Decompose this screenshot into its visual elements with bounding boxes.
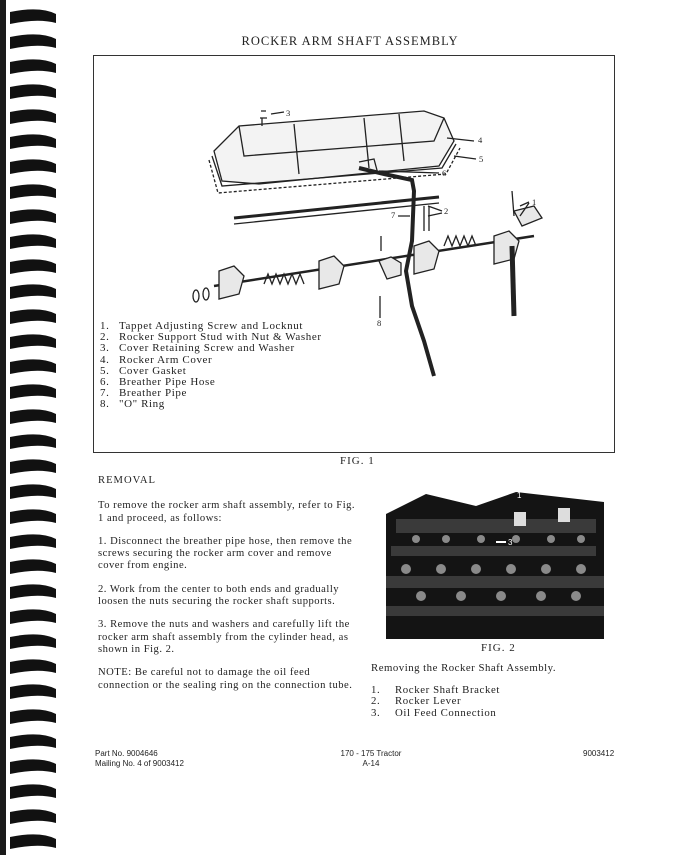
binding-ring — [10, 734, 56, 749]
figure-2-description: Removing the Rocker Shaft Assembly. — [371, 662, 557, 674]
binding-ring — [10, 134, 56, 149]
footer-model-info — [326, 749, 416, 769]
binding-ring — [10, 534, 56, 549]
fig1-callout-5: 5 — [479, 154, 484, 164]
binding-ring — [10, 184, 56, 199]
fig1-callout-7: 7 — [391, 210, 396, 220]
step-2: 2. Work from the center to both ends and gradually loosen the nuts securing the rocker shaft supports. — [98, 583, 340, 608]
step-3: 3. Remove the nuts and washers and carefully lift the rocker arm shaft assembly from the cylinder head, as shown in Fig. 2. — [98, 619, 350, 655]
section-heading: REMOVAL — [98, 475, 157, 486]
page-title: ROCKER ARM SHAFT ASSEMBLY — [241, 34, 459, 48]
fig2-callout-1: 1 — [517, 491, 522, 500]
fig2-callout-3: 3 — [508, 538, 513, 547]
fig1-callout-3: 3 — [286, 108, 291, 118]
legend-item: 6. Breather Pipe Hose — [100, 376, 216, 389]
binding-ring — [10, 309, 56, 324]
legend-item: 7. Breather Pipe — [100, 387, 187, 400]
legend-item: 4. Rocker Arm Cover — [100, 353, 213, 366]
fig1-callout-2: 2 — [444, 206, 449, 216]
fig1-callout-1: 1 — [532, 197, 537, 207]
note: NOTE: Be careful not to damage the oil feed connection or the sealing ring on the connection tube. — [98, 667, 353, 691]
binding-ring — [10, 234, 56, 249]
legend-item: 5. Cover Gasket — [100, 364, 187, 377]
binding-ring — [10, 559, 56, 574]
binding-ring — [10, 209, 56, 224]
footer-doc-number: 9003412 — [583, 749, 615, 758]
intro-paragraph: To remove the rocker arm shaft assembly, refer to Fig. 1 and proceed, as follows: — [98, 500, 356, 524]
fig1-callout-8: 8 — [377, 318, 382, 328]
mailing-number: Mailing No. 4 of 9003412 — [95, 759, 184, 768]
legend-item: 2. Rocker Lever — [371, 695, 462, 708]
figure-1-frame — [93, 55, 615, 453]
binding-ring — [10, 409, 56, 424]
binding-edge — [0, 0, 6, 855]
figure-1-legend — [100, 321, 322, 411]
legend-item: 8. "O" Ring — [100, 398, 165, 411]
binding-ring — [10, 434, 56, 449]
page-number: A-14 — [362, 759, 380, 768]
fig1-callout-6: 6 — [442, 168, 447, 178]
figure-2-caption: FIG. 2 — [481, 642, 516, 654]
legend-item: 2. Rocker Support Stud with Nut & Washer — [100, 331, 322, 344]
step-1: 1. Disconnect the breather pipe hose, then remove the screws securing the rocker arm cover and remove cover from engine. — [98, 535, 353, 572]
binding-ring — [10, 784, 56, 799]
engine-photo — [386, 484, 604, 639]
binding-ring — [10, 59, 56, 74]
footer-part-info — [95, 749, 184, 769]
binding-ring — [10, 9, 56, 24]
binding-ring — [10, 809, 56, 824]
binding-ring — [10, 159, 56, 174]
binding-ring — [10, 334, 56, 349]
binding-ring — [10, 609, 56, 624]
fig2-callout-2: 2 — [561, 487, 566, 496]
binding-ring — [10, 84, 56, 99]
figure-2-photo — [386, 484, 604, 639]
removal-section — [98, 475, 356, 703]
legend-item: 3. Cover Retaining Screw and Washer — [100, 342, 295, 355]
binding-ring — [10, 459, 56, 474]
model-name: 170 - 175 Tractor — [340, 749, 402, 758]
figure-2-legend — [371, 685, 500, 719]
binding-ring — [10, 759, 56, 774]
binding-ring — [10, 384, 56, 399]
binding-ring — [10, 659, 56, 674]
legend-item: 1. Rocker Shaft Bracket — [371, 684, 500, 696]
fig1-callout-4: 4 — [478, 135, 483, 145]
binding-ring — [10, 634, 56, 649]
binding-ring — [10, 684, 56, 699]
rocker-arm-cover — [214, 111, 454, 184]
legend-item: 1. Tappet Adjusting Screw and Locknut — [100, 320, 303, 332]
binding-ring — [10, 109, 56, 124]
part-number: Part No. 9004646 — [95, 749, 158, 758]
spiral-binding — [0, 0, 72, 855]
legend-item: 3. Oil Feed Connection — [371, 706, 497, 719]
figure-1-caption: FIG. 1 — [340, 455, 375, 467]
binding-ring — [10, 834, 56, 849]
binding-ring — [10, 484, 56, 499]
binding-ring — [10, 359, 56, 374]
binding-ring — [10, 284, 56, 299]
binding-ring — [10, 509, 56, 524]
binding-ring — [10, 259, 56, 274]
binding-ring — [10, 709, 56, 724]
binding-ring — [10, 584, 56, 599]
